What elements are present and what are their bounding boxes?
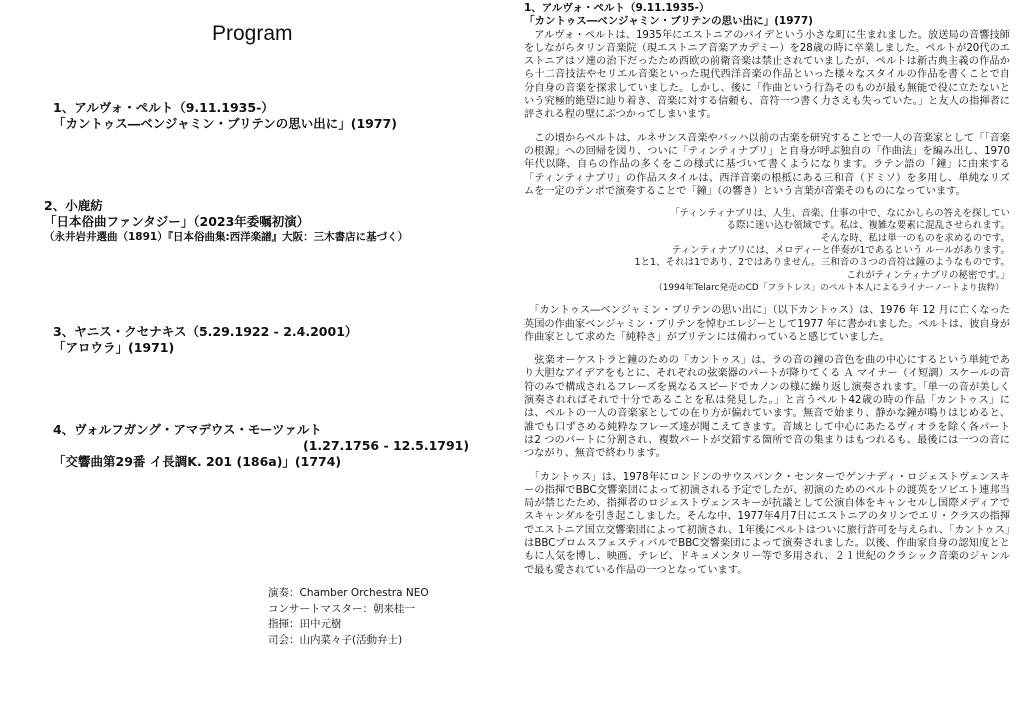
credit-conductor: 指揮：田中元樹 (268, 618, 342, 630)
item-1-composer: 1、アルヴォ・ペルト（9.11.1935-） (53, 100, 274, 115)
quote-line: 1と1、それは1であり、2ではありません。三和音の３つの音符は鐘のようなものです。 (634, 257, 1010, 269)
item-2-work: 「日本俗曲ファンタジー」（2023年委嘱初演） (44, 214, 310, 229)
item-2-note: （永井岩井選曲（1891）『日本俗曲集:西洋楽譜』大阪：三木書店に基づく） (44, 231, 409, 243)
quote-source: （1994年Telarc発売のCD「フラトレス」のペルト本人によるライナーノートより抜粋） (653, 282, 1004, 293)
credit-host: 司会：山内菜々子(活動弁士) (268, 633, 403, 646)
quote-line: る際に迷い込む領域です。私は、複雑な要素に混乱させられます。 (726, 220, 1010, 232)
quote-line: ティンティナブリには、メロディーと伴奏が1であるという ルールがあります。 (672, 245, 1010, 257)
credit-concertmaster: コンサートマスター：朝来桂一 (268, 602, 415, 615)
quote-line: 「ティンティナブリは、人生、音楽、仕事の中で、なにかしらの答えを探してい (670, 208, 1010, 220)
notes-paragraph-5: 「カントゥス」は、1978年にロンドンのサウスバンク・センターでゲンナディ・ロジェストヴェンスキーの指揮でBBC交響楽団によって初演される予定でしたが、初演のためのペルトの渡英をソビエト連邦当局が禁じたため、指揮者のロジェストヴェンスキーが抗議として公演自体をキャンセルし国際メディアでスキャンダルを引き起こしました。そんな中、1977年4月7日にエストニアのタリンでエリ・クラスの指揮でエストニア国立交響楽団によって初演され、1年後にペルトはついに旅行許可を与えられ、「カントゥス」はBBCプロムスフェスティバルでBBC交響楽団によって演奏されました。以後、作曲家自身の認知度とともに人気を博し、映画、テレビ、ドキュメンタリー等で多用され、２１世紀のクラシック音楽のジャンルで最も愛されている作品の一つとなっています。 (524, 471, 1011, 576)
item-3-composer: 3、ヤニス・クセナキス（5.29.1922 - 2.4.2001） (53, 324, 358, 339)
item-3-work: 「アロウラ」(1971) (53, 340, 175, 355)
notes-paragraph-1: アルヴォ・ペルトは、1935年にエストニアのパイデという小さな町に生まれました。放送局の音響技師をしながらタリン音楽院（現エストニア音楽アカデミー）を28歳の時に卒業しました。ペルトが20代のエストニアはソ連の治下だったため西欧の前衛音楽は禁止されていましたが、ペルトは新古典主義の作品から十二音技法やセリエル音楽といった現代西洋音楽の作品といった様々なスタイルの作品を書くことで自分自身の音楽を探求していました。しかし、後に「作曲という行為そのものが最も無能で役に立たないという究極的絶望に辿り着き、音楽に対する信頼も、音符一つ書く力さえも失っていた。」と友人の指揮者に評される程の壁にぶつかってしまいます。 (524, 29, 1010, 121)
item-1-work: 「カントゥス―ベンジャミン・ブリテンの思い出に」(1977) (53, 116, 397, 131)
notes-paragraph-4: 弦楽オーケストラと鐘のための「カントゥス」は、ラの音の鐘の音色を曲の中心にするという単純であり大胆なアイデアをもとに、それぞれの弦楽器のパートが降りてくる Ａ マイナー（イ短調）スケールの音符のみで構成されるフレーズを異なるスピードでカノンの様に繰り返し演奏されます。「単一の音が美しく演奏されればそれで十分であることを私は発見した。」と言うペルト42歳の時の作品「カントゥス」には、ペルトの一人の音楽家としての在り方が偏れています。無音で始まり、静かな鐘が鳴りはじめると、誰でも口ずさめる純粋なフレーズ達が聞こえてきます。音域として中心にあたるヴィオラを除く各パートは2 つのパートに分割され、複数パートが交錯する箇所で音の集まりはもつれるも、最後には一つの音につながり、無音で終わります。 (524, 355, 1010, 460)
quote-line: これがティンティナブリの秘密です。」 (846, 269, 1010, 281)
performer-credits (268, 586, 429, 648)
tintinnabuli-quote (524, 208, 1010, 294)
item-2-composer: 2、小鹿紡 (44, 198, 103, 213)
quote-line: そんな時、私は単一のものを求めるのです。 (820, 232, 1010, 244)
item-4-composer: 4、ヴォルフガング・アマデウス・モーツァルト (53, 422, 322, 437)
program-item-2 (44, 198, 408, 245)
program-item-3 (53, 324, 357, 356)
notes-paragraph-2: この頃からペルトは、ルネサンス音楽やバッハ以前の古楽を研究することで一人の音楽家として「「音楽の根源」への回帰を図り、ついに「ティンティナブリ」と自身が呼ぶ独自の「作曲法」を編み出し、1970年代以降、自らの作品の多くをこの様式に基づいて書くようになります。ラテン語の「鐘」に由来する「ティンティナブリ」の作品スタイルは、西洋音楽の根柢にある三和音（ドミソ）を多用し、単純なリズムを一定のテンポで演奏することで「鐘」（の響き）という言葉が音楽そのものになっています。 (524, 132, 1010, 197)
program-column (0, 0, 500, 708)
credit-orchestra: 演奏：Chamber Orchestra NEO (268, 587, 429, 599)
notes-heading-work: 「カントゥス―ベンジャミン・ブリテンの思い出に」(1977) (524, 15, 813, 28)
program-notes (524, 2, 1010, 577)
item-4-work: 「交響曲第29番 イ長調K. 201 (186a)」(1774) (53, 454, 342, 469)
program-item-1 (53, 100, 397, 132)
notes-heading-composer: 1、アルヴォ・ペルト（9.11.1935-） (524, 2, 710, 14)
item-4-dates: (1.27.1756 - 12.5.1791) (303, 438, 470, 453)
program-item-4 (53, 422, 469, 470)
program-title: Program (212, 22, 293, 45)
notes-paragraph-3: 「カントゥス―ベンジャミン・ブリテンの思い出に」（以下カントゥス）は、1976 年 12 月に亡くなった英国の作曲家ベンジャミン・ブリテンを悼むエレジーとして1977 年に書かれました。ペルトは、彼自身が作曲家として求めた「純粋さ」がブリテンには備わっていると感じていました。 (524, 305, 1010, 343)
